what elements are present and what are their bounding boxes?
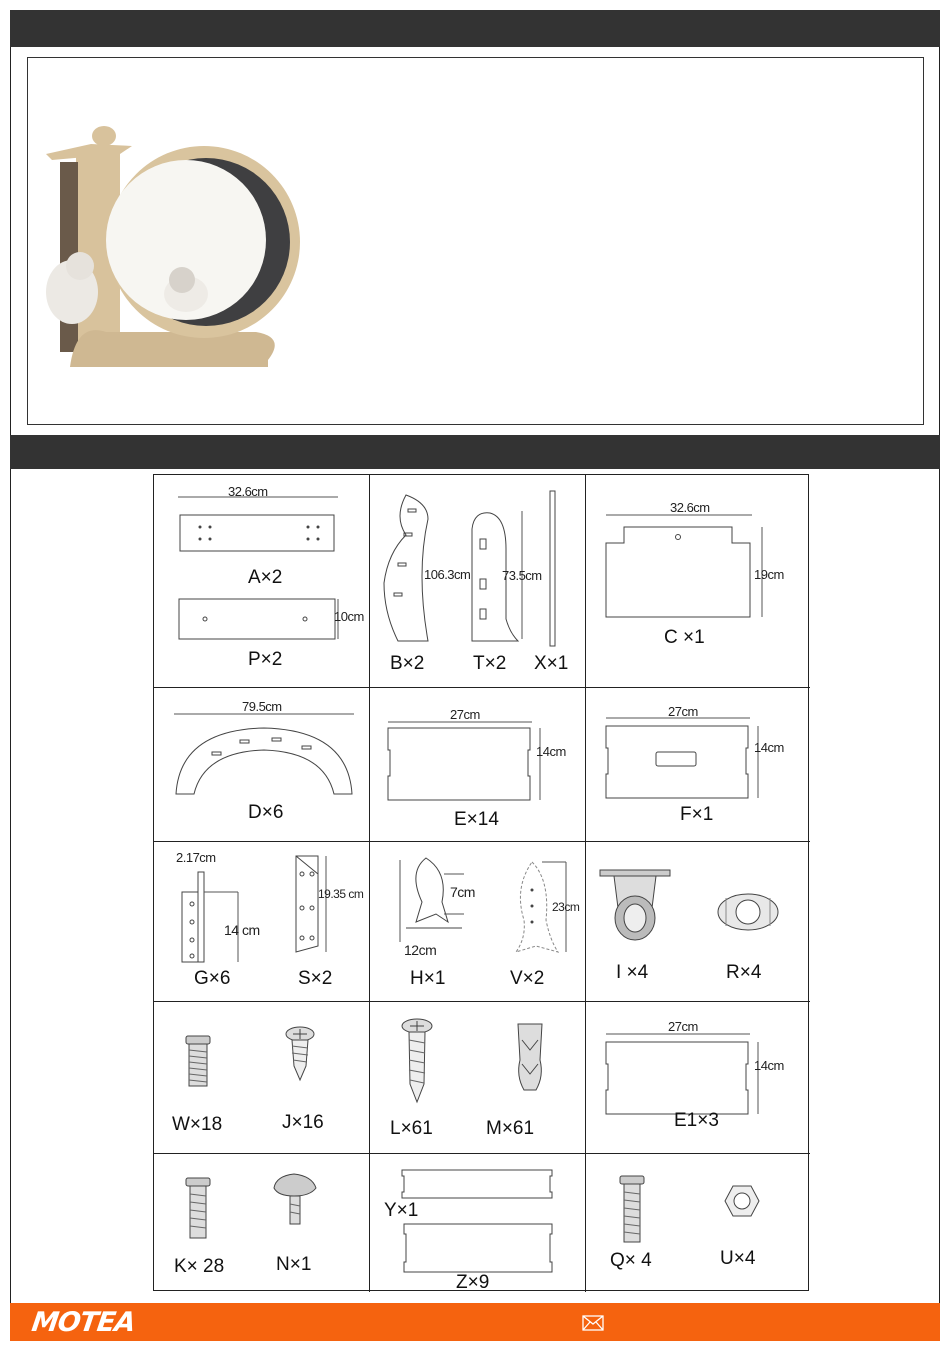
dim-e-width: 27cm <box>450 707 480 722</box>
part-a-drawing <box>178 495 338 560</box>
part-f-drawing <box>604 716 784 800</box>
part-m-anchor-drawing <box>510 1020 550 1092</box>
part-l-label: L×61 <box>390 1118 433 1139</box>
cell-i-r <box>586 842 810 1002</box>
cell-g-s <box>154 842 370 1002</box>
cell-l-m <box>370 1002 586 1154</box>
dim-c-height: 19cm <box>754 567 784 582</box>
dim-s-height: 19.35 cm <box>318 887 364 901</box>
dim-f-width: 27cm <box>668 704 698 719</box>
dim-c-width: 32.6cm <box>670 500 710 515</box>
part-d-drawing <box>172 712 356 796</box>
dim-b-height: 106.3cm <box>424 567 471 582</box>
parts-grid <box>153 474 809 1291</box>
cell-q-u <box>586 1154 810 1292</box>
part-f-label: F×1 <box>680 804 714 825</box>
part-k-label: K× 28 <box>174 1256 225 1277</box>
part-y-label: Y×1 <box>384 1200 419 1221</box>
section-bar <box>10 435 940 469</box>
cell-e <box>370 688 586 842</box>
dim-t-height: 73.5cm <box>502 568 542 583</box>
part-z-label: Z×9 <box>456 1272 490 1293</box>
dim-g-width: 2.17cm <box>176 850 216 865</box>
part-w-bolt-drawing <box>184 1034 214 1088</box>
part-r-roller-drawing <box>716 892 780 932</box>
header-bar <box>10 10 940 47</box>
part-v-label: V×2 <box>510 968 545 989</box>
part-q-bolt-drawing <box>618 1174 648 1246</box>
part-s-label: S×2 <box>298 968 333 989</box>
part-m-label: M×61 <box>486 1118 535 1139</box>
dim-e1-width: 27cm <box>668 1019 698 1034</box>
part-p-drawing <box>178 597 348 645</box>
part-t-label: T×2 <box>473 653 507 674</box>
envelope-icon[interactable] <box>582 1315 604 1331</box>
cell-d <box>154 688 370 842</box>
part-h-label: H×1 <box>410 968 446 989</box>
part-g-drawing <box>180 864 240 964</box>
part-z-drawing <box>402 1222 558 1276</box>
dim-h-width: 12cm <box>404 942 437 958</box>
part-a-label: A×2 <box>248 567 283 588</box>
footer-bar <box>10 1303 940 1341</box>
part-e-label: E×14 <box>454 809 499 830</box>
cell-h-v <box>370 842 586 1002</box>
part-b-label: B×2 <box>390 653 425 674</box>
dim-e1-height: 14cm <box>754 1058 784 1073</box>
part-r-label: R×4 <box>726 962 762 983</box>
part-d-label: D×6 <box>248 802 284 823</box>
dim-h-height: 7cm <box>450 884 475 900</box>
part-e-drawing <box>386 720 566 802</box>
product-photo <box>36 132 286 372</box>
cell-a-p <box>154 475 370 688</box>
part-p-label: P×2 <box>248 649 283 670</box>
part-g-label: G×6 <box>194 968 231 989</box>
part-x-label: X×1 <box>534 653 569 674</box>
dim-a-width: 32.6cm <box>228 484 268 499</box>
part-l-screw-drawing <box>400 1018 436 1104</box>
brand-logo: MOTEA <box>29 1307 137 1338</box>
part-c-label: C ×1 <box>664 627 705 648</box>
cell-e1 <box>586 1002 810 1154</box>
part-u-label: U×4 <box>720 1248 756 1269</box>
cell-k-n <box>154 1154 370 1292</box>
dim-v-height: 23cm <box>552 900 580 914</box>
part-e1-label: E1×3 <box>674 1110 719 1131</box>
product-photo-box <box>27 57 924 425</box>
part-s-drawing <box>292 854 372 958</box>
part-n-knob-drawing <box>270 1170 320 1226</box>
dim-e-height: 14cm <box>536 744 566 759</box>
part-j-label: J×16 <box>282 1112 324 1133</box>
part-e1-drawing <box>604 1032 784 1116</box>
dim-f-height: 14cm <box>754 740 784 755</box>
part-q-label: Q× 4 <box>610 1250 652 1271</box>
dim-p-height: 10cm <box>334 609 364 624</box>
part-n-label: N×1 <box>276 1254 312 1275</box>
part-u-hexnut-drawing <box>724 1184 760 1218</box>
part-i-caster-drawing <box>598 868 678 954</box>
dim-g-height: 14 cm <box>224 922 260 938</box>
part-w-label: W×18 <box>172 1114 223 1135</box>
part-x-drawing <box>548 491 558 647</box>
cell-w-j <box>154 1002 370 1154</box>
cell-y-z <box>370 1154 586 1292</box>
cell-c <box>586 475 810 688</box>
part-j-screw-drawing <box>284 1026 318 1082</box>
cell-b-t-x <box>370 475 586 688</box>
dim-d-width: 79.5cm <box>242 699 282 714</box>
part-k-bolt-drawing <box>184 1176 214 1240</box>
part-i-label: I ×4 <box>616 962 649 983</box>
part-y-drawing <box>400 1168 560 1202</box>
part-c-drawing <box>604 513 774 625</box>
cell-f <box>586 688 810 842</box>
